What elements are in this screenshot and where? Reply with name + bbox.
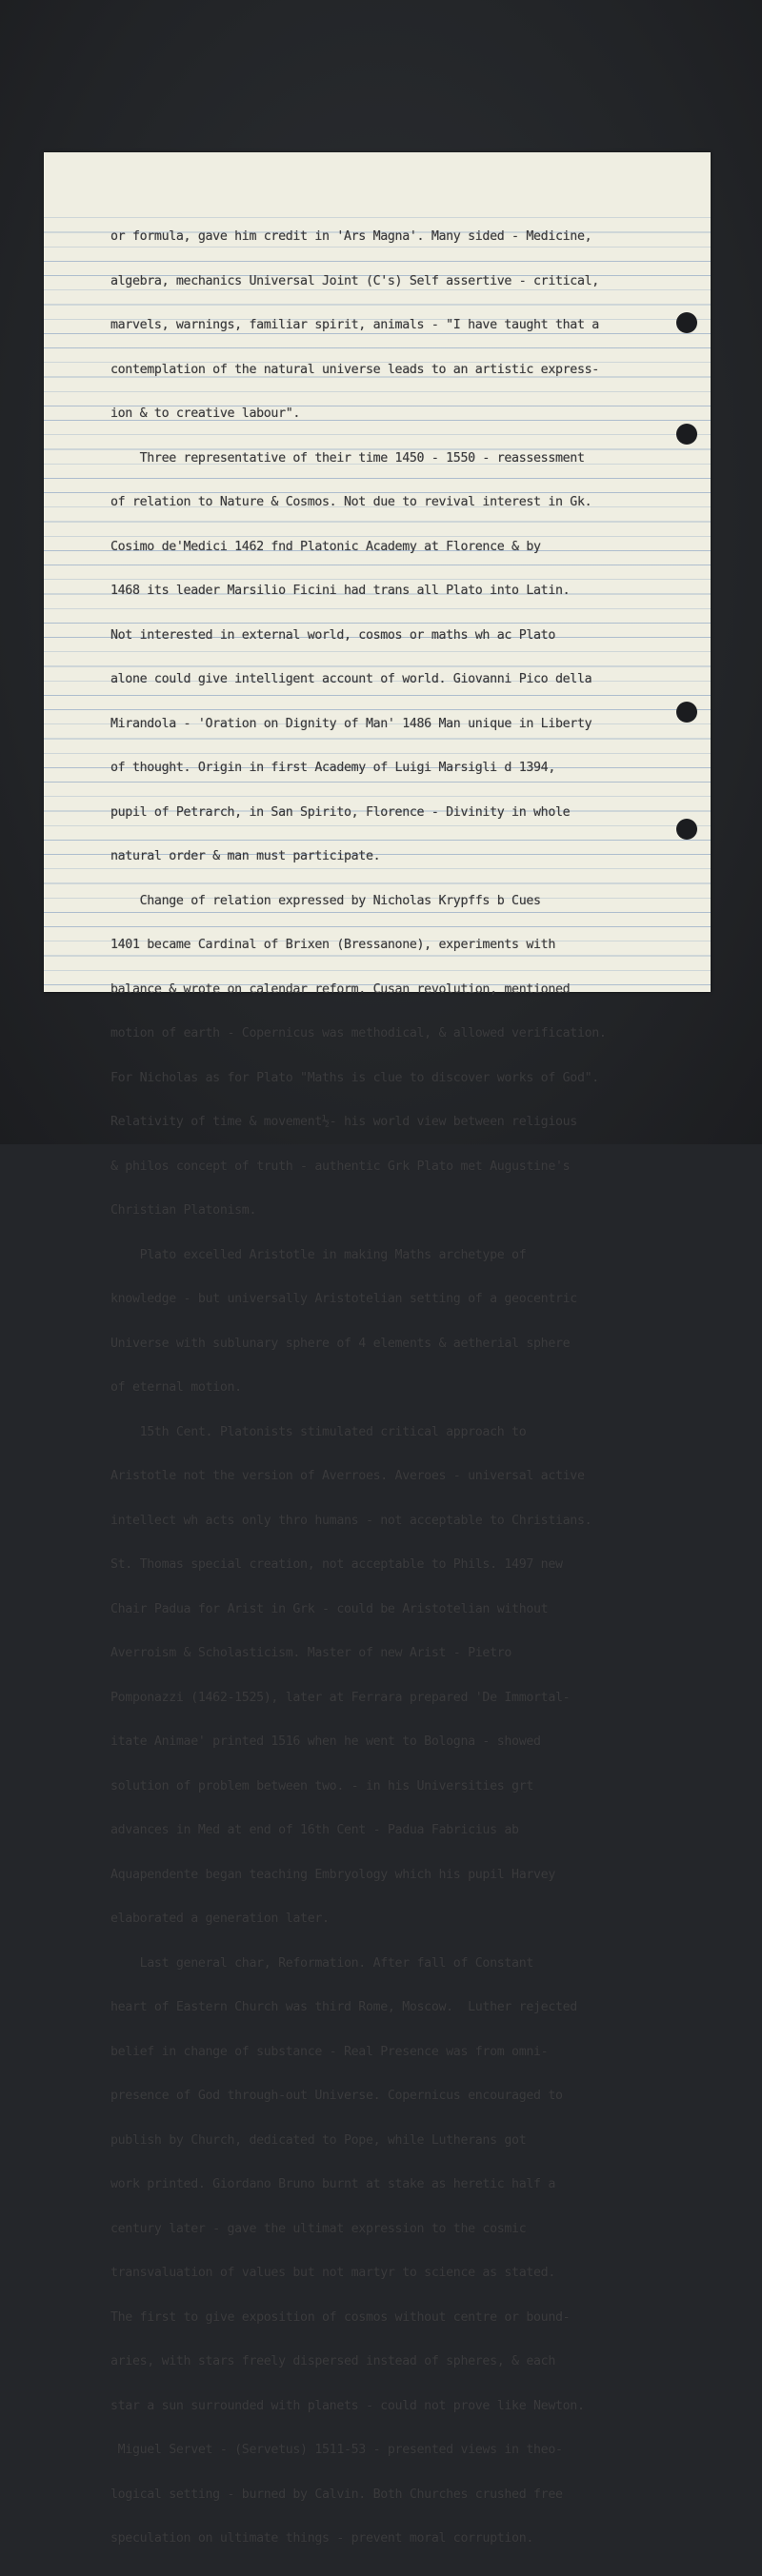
text-line: belief in change of substance - Real Presence was from omni-	[110, 2044, 549, 2059]
text-line: Christian Platonism.	[110, 1203, 257, 1218]
text-line: Miguel Servet - (Servetus) 1511-53 - presented views in theo-	[110, 2443, 563, 2457]
text-line: intellect wh acts only thro humans - not acceptable to Christians.	[110, 1513, 592, 1528]
text-line: Cosimo de'Medici 1462 fnd Platonic Academy at Florence & by	[110, 539, 541, 554]
text-line: algebra, mechanics Universal Joint (C's) Self assertive - critical,	[110, 273, 599, 288]
text-line: St. Thomas special creation, not acceptable to Phils. 1497 new	[110, 1557, 563, 1572]
text-line: Pomponazzi (1462-1525), later at Ferrara prepared 'De Immortal-	[110, 1690, 571, 1705]
text-line: The first to give exposition of cosmos without centre or bound-	[110, 2309, 571, 2325]
text-line: Aristotle not the version of Averroes. Averoes - universal active	[110, 1469, 585, 1483]
text-line: of eternal motion.	[110, 1380, 242, 1395]
typed-text-block	[110, 200, 701, 2576]
text-line: knowledge - but universally Aristotelian setting of a geocentric	[110, 1292, 577, 1306]
text-line: aries, with stars freely dispersed instead of spheres, & each	[110, 2354, 555, 2368]
text-line: natural order & man must participate.	[110, 849, 381, 863]
text-line: Relativity of time & movement½- his world view between religious	[110, 1115, 577, 1129]
text-line: alone could give intelligent account of world. Giovanni Pico della	[110, 672, 592, 686]
text-line: of thought. Origin in first Academy of Luigi Marsigli d 1394,	[110, 761, 555, 775]
text-line: For Nicholas as for Plato "Maths is clue to discover works of God".	[110, 1070, 599, 1085]
text-line: star a sun surrounded with planets - could not prove like Newton.	[110, 2398, 585, 2413]
text-line: publish by Church, dedicated to Pope, while Lutherans got	[110, 2132, 527, 2148]
text-line: marvels, warnings, familiar spirit, animals - "I have taught that a	[110, 318, 599, 332]
text-line: balance & wrote on calendar reform. Cusan revolution, mentioned	[110, 981, 571, 997]
text-line: 1401 became Cardinal of Brixen (Bressanone), experiments with	[110, 938, 555, 952]
text-line: solution of problem between two. - in his Universities grt	[110, 1778, 534, 1793]
text-line: Change of relation expressed by Nicholas Krypffs b Cues	[110, 893, 541, 908]
text-line: Averroism & Scholasticism. Master of new Arist - Pietro	[110, 1646, 512, 1660]
text-line: of relation to Nature & Cosmos. Not due to revival interest in Gk.	[110, 495, 592, 509]
typewritten-page	[44, 152, 711, 2546]
text-line: 1468 its leader Marsilio Ficini had trans all Plato into Latin.	[110, 584, 571, 598]
text-line: heart of Eastern Church was third Rome, Moscow. Luther rejected	[110, 2000, 577, 2014]
text-line: Mirandola - 'Oration on Dignity of Man' 1486 Man unique in Liberty	[110, 716, 592, 731]
text-line: Three representative of their time 1450 - 1550 - reassessment	[110, 450, 585, 466]
text-line: elaborated a generation later.	[110, 1912, 330, 1926]
text-line: advances in Med at end of 16th Cent - Padua Fabricius ab	[110, 1823, 519, 1837]
text-line: or formula, gave him credit in 'Ars Magna'. Many sided - Medicine,	[110, 229, 592, 244]
text-line: century later - gave the ultimat expression to the cosmic	[110, 2221, 527, 2236]
text-line: contemplation of the natural universe leads to an artistic express-	[110, 362, 599, 377]
text-line: Not interested in external world, cosmos or maths wh ac Plato	[110, 627, 555, 643]
text-line: work printed. Giordano Bruno burnt at stake as heretic half a	[110, 2177, 555, 2191]
text-line: Plato excelled Aristotle in making Maths archetype of	[110, 1247, 527, 1262]
text-line: logical setting - burned by Calvin. Both Churches crushed free	[110, 2487, 563, 2502]
text-line: & philos concept of truth - authentic Grk Plato met Augustine's	[110, 1159, 571, 1174]
text-line: transvaluation of values but not martyr to science as stated.	[110, 2266, 555, 2280]
text-line: ion & to creative labour".	[110, 406, 301, 421]
text-line: pupil of Petrarch, in San Spirito, Florence - Divinity in whole	[110, 804, 571, 820]
text-line: Aquapendente began teaching Embryology which his pupil Harvey	[110, 1867, 555, 1882]
text-line: speculation on ultimate things - prevent moral corruption.	[110, 2531, 534, 2546]
text-line: Last general char, Reformation. After fall of Constant	[110, 1955, 534, 1971]
text-line: presence of God through-out Universe. Copernicus encouraged to	[110, 2089, 563, 2103]
text-line: itate Animae' printed 1516 when he went to Bologna - showed	[110, 1734, 541, 1749]
text-line: 15th Cent. Platonists stimulated critical approach to	[110, 1424, 527, 1439]
text-line: Chair Padua for Arist in Grk - could be Aristotelian without	[110, 1601, 549, 1616]
text-line: motion of earth - Copernicus was methodical, & allowed verification.	[110, 1026, 607, 1040]
text-line: Universe with sublunary sphere of 4 elements & aetherial sphere	[110, 1336, 571, 1351]
